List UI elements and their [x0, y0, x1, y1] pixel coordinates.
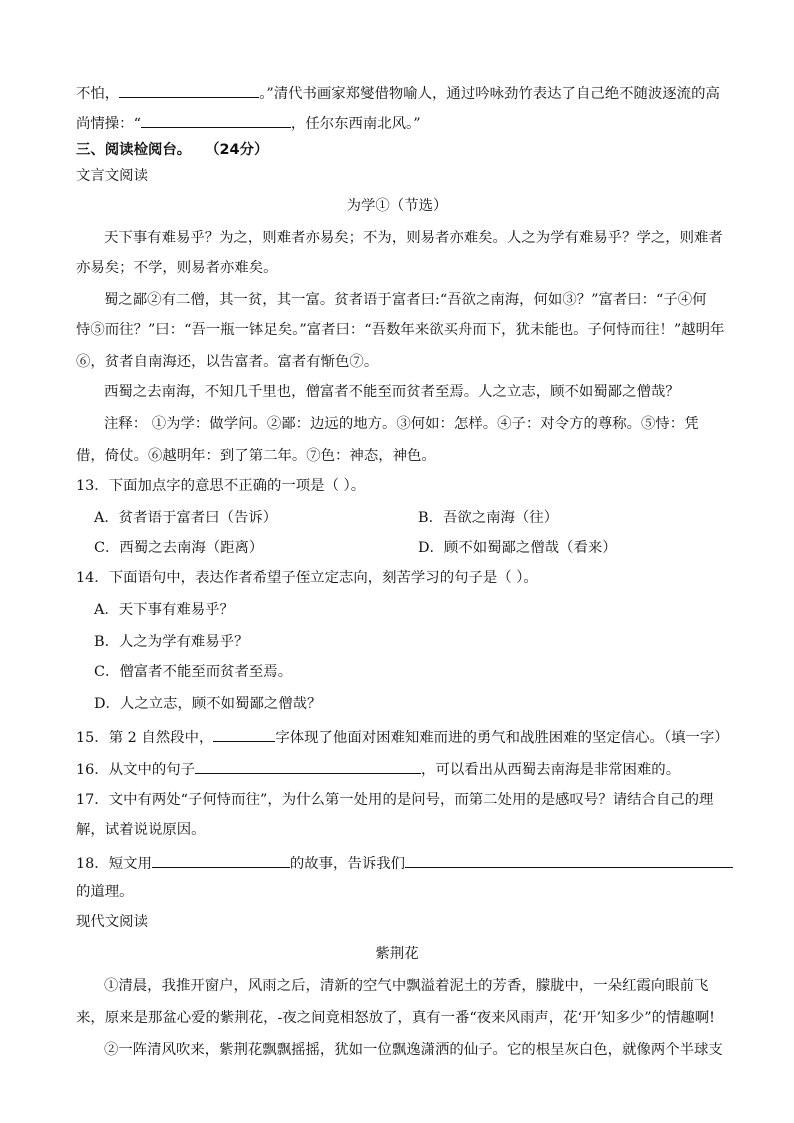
modern-title: 紫荆花 [375, 946, 419, 962]
q13-option-b[interactable]: B．吾欲之南海（往） [418, 510, 559, 526]
section-title: 三、阅读检阅台。 [76, 142, 192, 158]
poem-fill-line-1 [76, 82, 720, 104]
text: ，可以看出从西蜀去南海是非常困难的。 [421, 762, 681, 778]
q13-option-a[interactable]: A．贫者语于富者曰（告诉） [94, 510, 278, 526]
modern-p1-line-1: ①清晨，我推开窗户，风雨之后，清新的空气中飘溢着泥土的芳香，朦胧中，一朵红霞向眼前飞 [104, 978, 709, 994]
modern-p2-line-1: ②一阵清风吹来，紫荆花飘飘摇摇，犹如一位飘逸潇洒的仙子。它的根呈灰白色，就像两个半球支 [104, 1042, 723, 1058]
text: 。”清代书画家郑燮借物喻人，通过吟咏劲竹表达了自己绝不随波逐流的高 [259, 86, 720, 102]
answer-blank[interactable] [119, 82, 259, 98]
text: 尚情操：“ [76, 116, 141, 132]
notes-line-2: 借，倚仗。⑥越明年：到了第二年。⑦色：神态，神色。 [76, 448, 436, 464]
q14-option-c[interactable]: C．僧富者不能至而贫者至焉。 [94, 664, 293, 680]
question-18-line-2: 的道理。 [76, 884, 134, 900]
classical-p2-line-1: 蜀之鄙②有二僧，其一贫，其一富。贫者语于富者曰:“吾欲之南海，何如③？”富者曰：“子④何 [104, 292, 707, 308]
question-17-line-1: 17．文中有两处“子何恃而往”，为什么第一处用的是问号，而第二处用的是感叹号？请结合自己的理 [76, 792, 714, 808]
question-15 [76, 726, 729, 748]
text: 不怕， [76, 86, 120, 102]
text: 15．第 2 自然段中， [76, 730, 214, 746]
classical-p2-line-3: ⑥，贫者自南海还，以告富者。富者有惭色⑦。 [76, 354, 379, 370]
q14-option-b[interactable]: B．人之为学有难易乎？ [94, 634, 249, 650]
question-16 [76, 758, 680, 780]
classical-label: 文言文阅读 [76, 168, 148, 184]
answer-blank[interactable] [213, 726, 275, 742]
answer-blank[interactable] [195, 758, 421, 774]
q13-option-c[interactable]: C．西蜀之去南海（距离） [94, 540, 264, 556]
q13-option-d[interactable]: D．顾不如蜀鄙之僧哉（看来） [418, 540, 617, 556]
q14-option-a[interactable]: A．天下事有难易乎？ [94, 602, 234, 618]
classical-p3: 西蜀之去南海，不知几千里也，僧富者不能至而贫者至焉。人之立志，顾不如蜀鄙之僧哉？ [104, 384, 680, 400]
section-heading [76, 140, 268, 160]
answer-blank[interactable] [141, 112, 291, 128]
answer-blank[interactable] [405, 852, 733, 868]
text: 18．短文用 [76, 856, 152, 872]
classical-title: 为学①（节选） [346, 198, 448, 214]
classical-p1-line-2: 亦易矣；不学，则易者亦难矣。 [76, 260, 278, 276]
q14-option-d[interactable]: D．人之立志，顾不如蜀鄙之僧哉？ [94, 696, 322, 712]
text: 16．从文中的句子 [76, 762, 196, 778]
classical-p2-line-2: 恃⑤而往？”曰：“吾一瓶一钵足矣。”富者曰：“吾数年来欲买舟而下，犹未能也。子何恃而往！”越明年 [76, 322, 725, 338]
text: ，任尔东西南北风。” [290, 116, 421, 132]
answer-blank[interactable] [152, 852, 290, 868]
modern-p1-line-2: 来，原来是那盆心爱的紫荆花，-夜之间竟相怒放了，真有一番“夜来风雨声，花‘开’知多少”的情趣啊! [76, 1010, 715, 1026]
text: 字体现了他面对困难知难而进的勇气和战胜困难的坚定信心。（填一字） [275, 730, 729, 746]
notes-line-1: 注释： ①为学：做学问。②鄙：边远的地方。③何如：怎样。④子：对令方的尊称。⑤恃：凭 [104, 416, 699, 432]
poem-fill-line-2 [76, 112, 421, 134]
question-14-stem: 14．下面语句中，表达作者希望子侄立定志向，刻苦学习的句子是（ ）。 [76, 570, 538, 586]
question-17-line-2: 解，试着说说原因。 [76, 822, 206, 838]
classical-p1-line-1: 天下事有难易乎？为之，则难者亦易矣；不为，则易者亦难矣。人之为学有难易乎？学之，则难者 [104, 230, 723, 246]
section-score: （24分） [205, 142, 269, 158]
text: 的故事，告诉我们 [289, 856, 406, 872]
question-13-stem: 13．下面加点字的意思不正确的一项是（ ）。 [76, 478, 366, 494]
modern-label: 现代文阅读 [76, 914, 148, 930]
question-18-line-1 [76, 852, 733, 874]
